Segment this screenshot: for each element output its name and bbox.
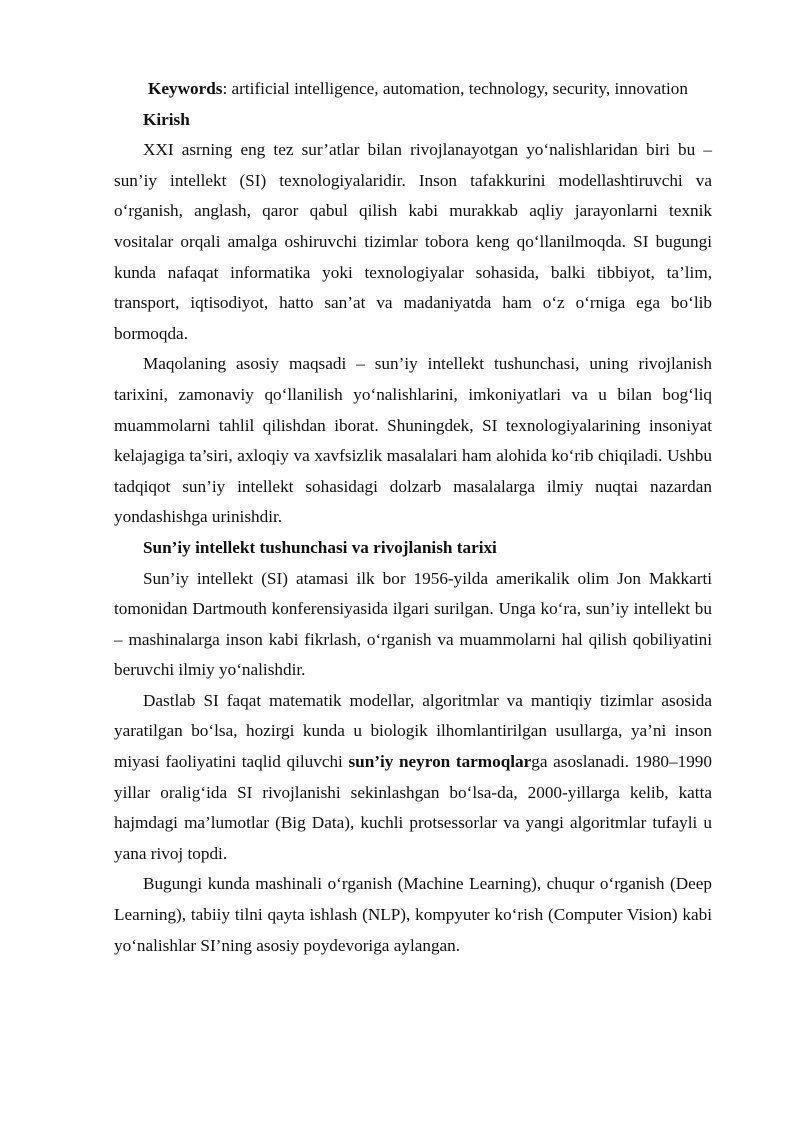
section-paragraph-2-end: ga asoslanadi. 1980–1990 yillar oralig‘ida SI rivojlanishi sekinlashgan bo‘lsa-da, 2000-yillarga kelib, katta hajmdagi ma’lumotlar (Big Data), kuchli protsessorlar va yangi algoritmlar tufayli u yana rivoj topdi. [114, 752, 712, 863]
section-heading: Sun’iy intellekt tushunchasi va rivojlanish tarixi [143, 537, 497, 557]
intro-heading: Kirish [143, 109, 190, 129]
document-page [114, 74, 712, 961]
keywords-text: : artificial intelligence, automation, technology, security, innovation [222, 79, 688, 98]
keywords-label: Keywords [148, 79, 223, 98]
section-paragraph-2 [114, 686, 712, 870]
intro-paragraph-2: Maqolaning asosiy maqsadi – sun’iy intellekt tushunchasi, uning rivojlanish tarixini, zamonaviy qo‘llanilish yo‘nalishlarini, imkoniyatlari va u bilan bog‘liq muammolarni tahlil qilishdan iborat. Shuningdek, SI texnologiyalarining insoniyat kelajagiga ta’siri, axloqiy va xavfsizlik masalalari ham alohida ko‘rib chiqiladi. Ushbu tadqiqot sun’iy intellekt sohasidagi dolzarb masalalarga ilmiy nuqtai nazardan yondashishga urinishdir. [114, 354, 712, 527]
intro-paragraph-1: XXI asrning eng tez sur’atlar bilan rivojlanayotgan yo‘nalishlaridan biri bu – sun’iy intellekt (SI) texnologiyalaridir. Inson tafakkurini modellashtiruvchi va o‘rganish, anglash, qaror qabul qilish kabi murakkab aqliy jarayonlarni texnik vositalar orqali amalga oshiruvchi tizimlar tobora keng qo‘llanilmoqda. SI bugungi kunda nafaqat informatika yoki texnologiyalar sohasida, balki tibbiyot, ta’lim, transport, iqtisodiyot, hatto san’at va madaniyatda ham o‘z o‘rniga ega bo‘lib bormoqda. [114, 140, 712, 343]
section-paragraph-2-start: Dastlab SI faqat matematik modellar, algoritmlar va mantiqiy tizimlar asosida yaratilgan bo‘lsa, hozirgi kunda u biologik ilhomlantirilgan usullarga, ya’ni inson miyasi faoliyatini taqlid qiluvchi [114, 690, 712, 772]
neural-networks-term: sun’iy neyron tarmoqlar [348, 752, 532, 772]
keywords-paragraph [114, 74, 712, 105]
section-paragraph-1: Sun’iy intellekt (SI) atamasi ilk bor 1956-yilda amerikalik olim Jon Makkarti tomonidan Dartmouth konferensiyasida ilgari surilgan. Unga ko‘ra, sun’iy intellekt bu – mashinalarga inson kabi fikrlash, o‘rganish va muammolarni hal qilish qobiliyatini beruvchi ilmiy yo‘nalishdir. [114, 568, 712, 680]
section-paragraph-3: Bugungi kunda mashinali o‘rganish (Machine Learning), chuqur o‘rganish (Deep Learning), tabiiy tilni qayta ishlash (NLP), kompyuter ko‘rish (Computer Vision) kabi yo‘nalishlar SI’ning asosiy poydevoriga aylangan. [114, 874, 712, 955]
